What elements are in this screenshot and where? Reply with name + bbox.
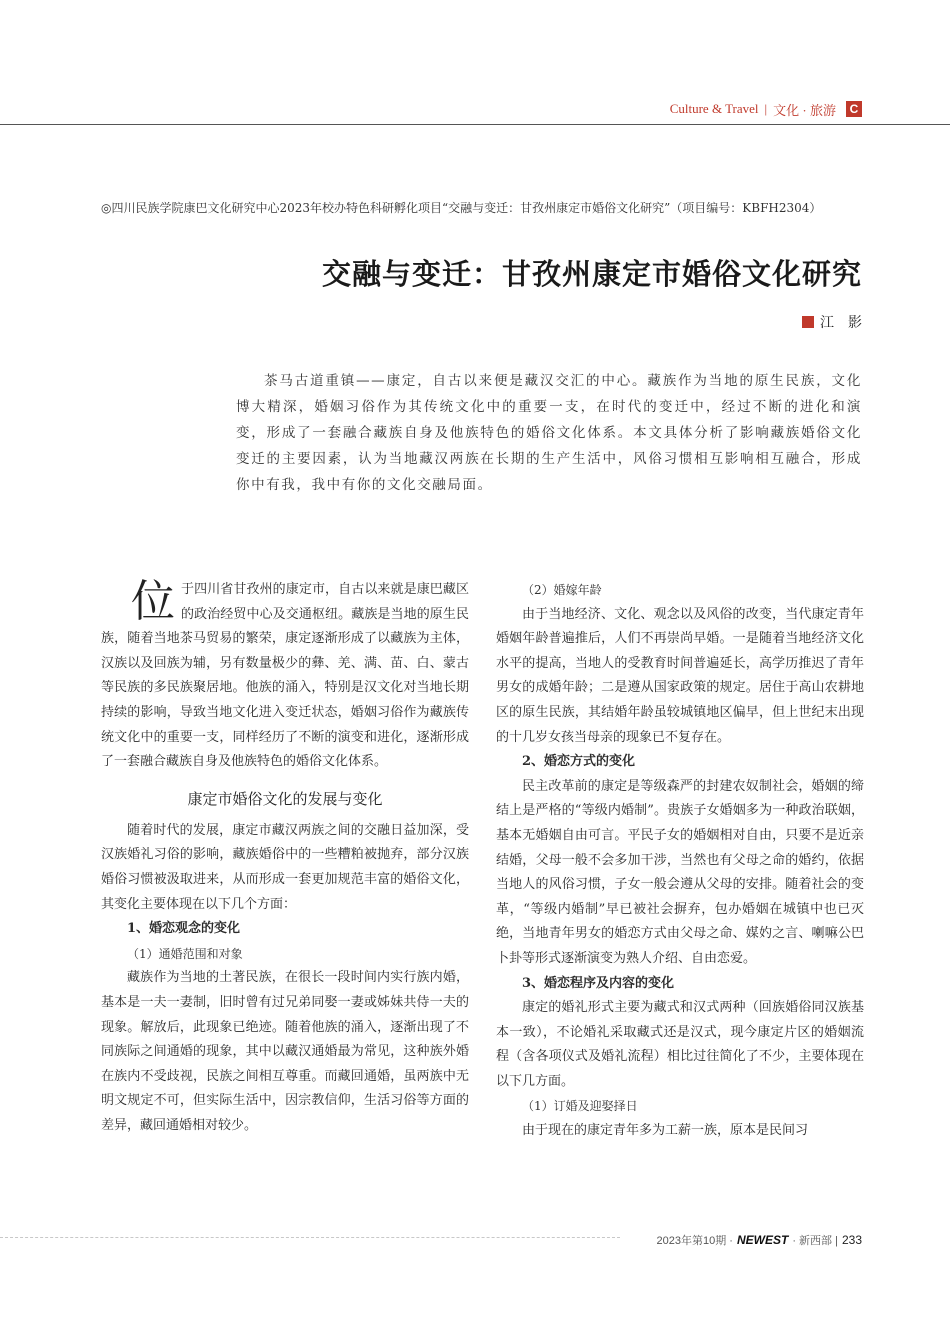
drop-cap: 位: [131, 576, 175, 627]
header-rule: [0, 124, 950, 125]
section-tag-separator: |: [764, 101, 768, 116]
paragraph: 由于当地经济、文化、观念以及风俗的改变，当代康定青年婚姻年龄普遍推后，人们不再崇尚早婚。一是随着当地经济文化水平的提高，当地人的受教育时间普遍延长，高学历推迟了青年男女的成婚年龄；二是遵从国家政策的规定。居住于高山农耕地区的原生民族，其结婚年龄虽较城镇地区偏早，但上世纪末出现的十几岁女孩当母亲的现象已不复存在。: [496, 606, 864, 745]
paragraph: 康定的婚礼形式主要为藏式和汉式两种（回族婚俗同汉族基本一致），不论婚礼采取藏式还是汉式，现今康定片区的婚姻流程（含各项仪式及婚礼流程）相比过往简化了不少，主要体现在以下几方面。: [496, 1000, 864, 1089]
magazine-logo: NEWEST: [736, 1233, 789, 1247]
left-column: [101, 578, 469, 1138]
section-tag-chinese: 文化 · 旅游: [773, 102, 836, 118]
section-badge-icon: C: [846, 101, 862, 117]
article-title: 交融与变迁：甘孜州康定市婚俗文化研究: [321, 257, 862, 291]
paragraph: 藏族作为当地的土著民族，在很长一段时间内实行族内婚，基本是一夫一妻制，旧时曾有过兄弟同娶一妻或姊妹共侍一夫的现象。解放后，此现象已绝迹。随着他族的涌入，逐渐出现了不同族际之间通婚的现象，其中以藏汉通婚最为常见，这种族外婚在族内不受歧视，民族之间相互尊重。而藏回通婚，虽两族中无明文规定不可，但实际生活中，因宗教信仰，生活习俗等方面的差异，藏回通婚相对较少。: [101, 970, 469, 1133]
intro-text: 于四川省甘孜州的康定市，自古以来就是康巴藏区的政治经贸中心及交通枢纽。藏族是当地的原生民族，随着当地茶马贸易的繁荣，康定逐渐形成了以藏族为主体，汉族以及回族为辅，另有数量极少的彝、羌、满、苗、白、蒙古等民族的多民族聚居地。他族的涌入，特别是汉文化对当地长期持续的影响，导致当地文化进入变迁状态，婚姻习俗作为藏族传统文化中的重要一支，同样经历了不断的演变和进化，逐渐形成了一套融合藏族自身及他族特色的婚俗文化体系。: [101, 582, 469, 770]
intro-paragraph: [101, 578, 469, 775]
page-number: 233: [841, 1233, 862, 1247]
footer-rule: [0, 1237, 620, 1238]
sub-subheading: （1）订婚及迎娶择日: [522, 1099, 638, 1114]
abstract: 茶马古道重镇——康定，自古以来便是藏汉交汇的中心。藏族作为当地的原生民族，文化博大精深，婚姻习俗作为其传统文化中的重要一支，在时代的变迁中，经过不断的进化和演变，形成了一套融合藏族自身及他族特色的婚俗文化体系。本文具体分析了影响藏族婚俗文化变迁的主要因素，认为当地藏汉两族在长期的生产生活中，风俗习惯相互影响相互融合，形成你中有我，我中有你的文化交融局面。: [236, 373, 862, 493]
author-byline: [802, 312, 862, 332]
right-column: [496, 578, 864, 1144]
author-name: 江 影: [820, 315, 862, 331]
subheading: 3、婚恋程序及内容的变化: [522, 975, 675, 991]
section-tag-english: Culture & Travel: [669, 101, 759, 116]
sub-subheading: （2）婚嫁年龄: [522, 583, 602, 597]
section-tag: [670, 100, 862, 118]
issue-label: 2023年第10期 ·: [656, 1235, 733, 1247]
subheading: 2、婚恋方式的变化: [522, 754, 636, 770]
funding-note: ◎四川民族学院康巴文化研究中心2023年校办特色科研孵化项目“交融与变迁：甘孜州康定市婚俗文化研究”（项目编号：KBFH2304）: [101, 201, 822, 215]
sub-subheading: （1）通婚范围和对象: [127, 946, 243, 961]
magazine-name: · 新西部 |: [792, 1235, 838, 1247]
subheading: 1、婚恋观念的变化: [127, 921, 241, 937]
section-heading: 康定市婚俗文化的发展与变化: [187, 789, 383, 808]
paragraph: 民主改革前的康定是等级森严的封建农奴制社会，婚姻的缔结上是严格的“等级内婚制”。贵族子女婚姻多为一种政治联姻，基本无婚姻自由可言。平民子女的婚姻相对自由，只要不是近亲结婚，父母一般不会多加干涉，当然也有父母之命的婚约，依据当地人的风俗习惯，子女一般会遵从父母的安排。随着社会的变革，“等级内婚制”早已被社会摒弃，包办婚姻在城镇中也已灭绝，当地青年男女的婚恋方式由父母之命、媒妁之言、喇嘛公巴卜卦等形式逐渐演变为熟人介绍、自由恋爱。: [496, 778, 864, 966]
paragraph: 由于现在的康定青年多为工薪一族，原本是民间习: [522, 1123, 809, 1139]
author-marker-icon: [802, 316, 814, 328]
page-footer: [657, 1232, 862, 1248]
paragraph: 随着时代的发展，康定市藏汉两族之间的交融日益加深，受汉族婚礼习俗的影响，藏族婚俗中的一些糟粕被抛弃，部分汉族婚俗习惯被汲取进来，从而形成一套更加规范丰富的婚俗文化，其变化主要体现在以下几个方面：: [101, 822, 469, 912]
